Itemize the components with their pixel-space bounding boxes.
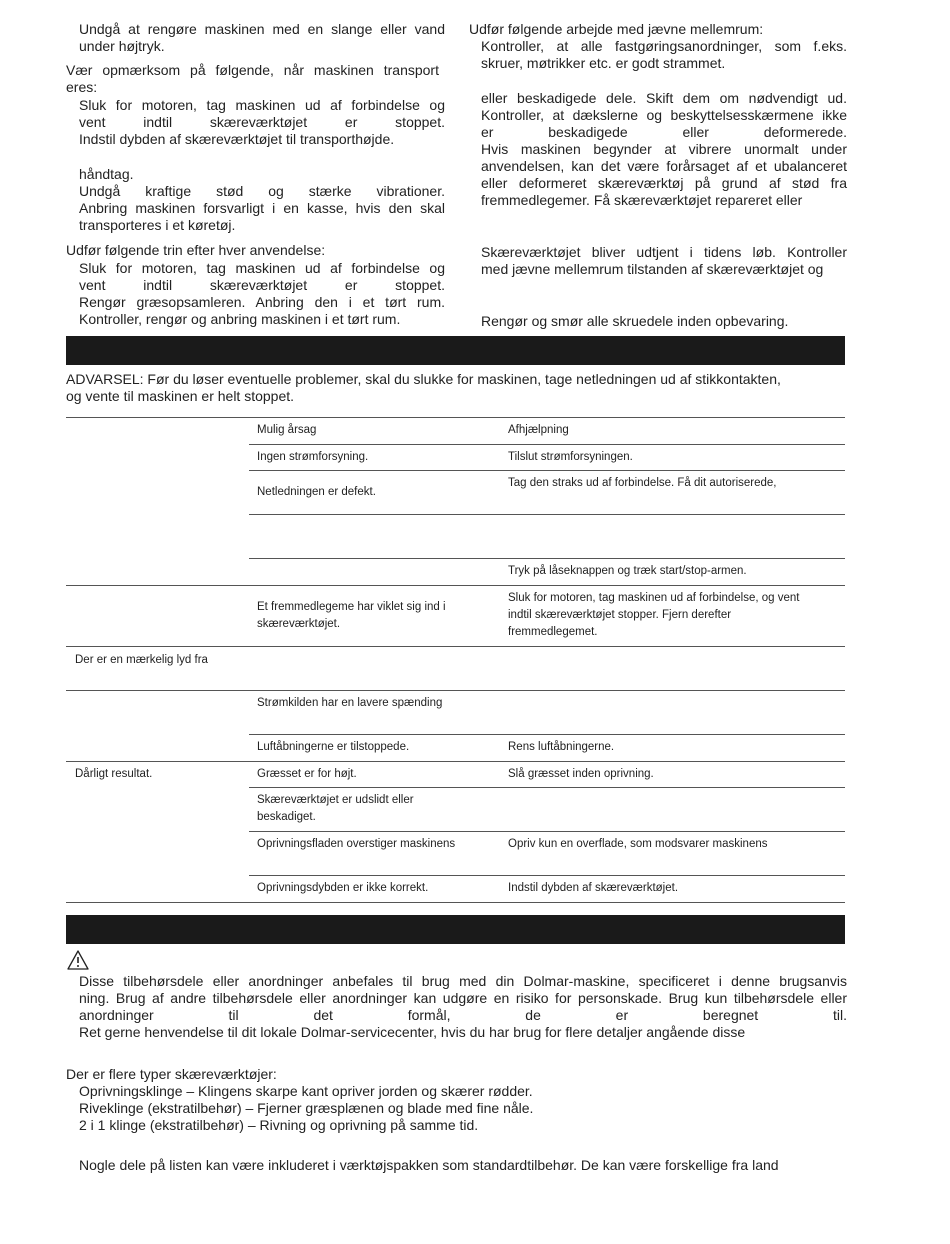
section-header-bar: [66, 336, 845, 365]
row-divider: [249, 444, 845, 445]
table-border: [66, 417, 845, 418]
table-cell: Sluk for motoren, tag maskinen ud af forbindelse, og vent indtil skæreværktøjet stopper. Fjern derefter fremmedlegemet.: [508, 592, 800, 638]
table-cell: Oprivningsdybden er ikke korrekt.: [257, 882, 429, 894]
table-cell: Tag den straks ud af forbindelse. Få dit autoriserede,: [508, 477, 777, 489]
table-cell: Opriv kun en overflade, som modsvarer maskinens: [508, 838, 768, 850]
header-remedy: Afhjælpning: [508, 424, 569, 436]
row-divider: [66, 646, 845, 647]
table-cell: Tryk på låseknappen og træk start/stop-armen.: [508, 565, 747, 577]
left-paragraph-5: Udfør følgende trin efter hver anvendelse:: [66, 242, 326, 258]
table-cell: Et fremmedlegeme har viklet sig ind i skæreværktøjet.: [257, 601, 446, 630]
left-paragraph-3: Sluk for motoren, tag maskinen ud af forbindelse og vent indtil skæreværktøjet er stoppet. Indstil dybden af skæreværktøjet til transporthøjde.: [79, 97, 445, 147]
row-divider: [66, 761, 845, 762]
section-header-bar: [66, 915, 845, 944]
row-divider: [66, 585, 845, 586]
left-paragraph-1: Undgå at rengøre maskinen med en slange eller vand under højtryk.: [79, 21, 445, 54]
table-cell: Oprivningsfladen overstiger maskinens: [257, 838, 456, 850]
table-cell: Slå græsset inden oprivning.: [508, 768, 654, 780]
left-paragraph-6: Sluk for motoren, tag maskinen ud af forbindelse og vent indtil skæreværktøjet er stoppet. Rengør græsopsamleren. Anbring den i et tørt rum. Kontroller, rengør og anbring maskinen i et tørt rum.: [79, 260, 445, 327]
table-border: [66, 902, 845, 903]
table-cell: Tilslut strømforsyningen.: [508, 451, 633, 463]
warning-text: ADVARSEL: Før du løser eventuelle problemer, skal du slukke for maskinen, tage netledningen ud af stikkontakten, og vente til maskinen er helt stoppet.: [66, 371, 781, 404]
row-divider: [249, 787, 845, 788]
accessories-paragraph-4: Nogle dele på listen kan være inkluderet i værktøjspakken som standardtilbehør. De kan være forskellige fra land: [79, 1157, 779, 1173]
row-divider: [249, 734, 845, 735]
table-cell: Skæreværktøjet er udslidt eller beskadiget.: [257, 794, 414, 823]
right-paragraph-3: eller beskadigede dele. Skift dem om nødvendigt ud. Kontroller, at dækslerne og beskyttelsesskærmene ikke er beskadigede eller deformerede. Hvis maskinen begynder at vibrere unormalt under anvendelsen, kan det være forårsaget af et ubalanceret eller deformeret skæreværktøj på grund af stød fra fremmedlegemer. Få skæreværktøjet repareret eller: [481, 90, 847, 208]
accessories-paragraph-2: Der er flere typer skæreværktøjer:: [66, 1066, 277, 1082]
table-cell: Netledningen er defekt.: [257, 486, 376, 498]
accessories-paragraph-3: Oprivningsklinge – Klingens skarpe kant opriver jorden og skærer rødder. Riveklinge (ekstratilbehør) – Fjerner græsplænen og blade med fine nåle. 2 i 1 klinge (ekstratilbehør) – Rivning og oprivning på samme tid.: [79, 1083, 534, 1133]
right-paragraph-4: Skæreværktøjet bliver udtjent i tidens løb. Kontroller med jævne mellemrum tilstanden af skæreværktøjet og: [481, 244, 847, 277]
row-divider: [249, 558, 845, 559]
accessories-paragraph-1: Disse tilbehørsdele eller anordninger anbefales til brug med din Dolmar-maskine, specificeret i denne brugsanvis ning. Brug af andre tilbehørsdele eller anordninger kan udgøre en risiko for personskade. Brug kun tilbehørsdele eller anordninger til det formål, de er beregnet til. Ret gerne henvendelse til dit lokale Dolmar-servicecenter, hvis du har brug for flere detaljer angående disse: [79, 973, 847, 1040]
row-divider: [249, 470, 845, 471]
table-cell: Der er en mærkelig lyd fra: [75, 654, 208, 666]
table-cell: Ingen strømforsyning.: [257, 451, 369, 463]
right-paragraph-2: Kontroller, at alle fastgøringsanordninger, som f.eks. skruer, møtrikker etc. er godt strammet.: [481, 38, 847, 71]
table-cell: Dårligt resultat.: [75, 768, 153, 780]
table-cell: Græsset er for højt.: [257, 768, 357, 780]
right-paragraph-1: Udfør følgende arbejde med jævne mellemrum:: [469, 21, 764, 37]
table-cell: Indstil dybden af skæreværktøjet.: [508, 882, 679, 894]
row-divider: [249, 875, 845, 876]
row-divider: [249, 831, 845, 832]
warning-triangle-icon: [66, 949, 90, 971]
row-divider: [249, 514, 845, 515]
table-cell: Luftåbningerne er tilstoppede.: [257, 741, 410, 753]
row-divider: [66, 690, 845, 691]
table-cell: Rens luftåbningerne.: [508, 741, 615, 753]
right-paragraph-5: Rengør og smør alle skruedele inden opbevaring.: [481, 313, 789, 329]
table-cell: Strømkilden har en lavere spænding: [257, 697, 443, 709]
left-paragraph-4: håndtag. Undgå kraftige stød og stærke vibrationer. Anbring maskinen forsvarligt i en kasse, hvis den skal transporteres i et køretøj.: [79, 166, 445, 233]
left-paragraph-2: Vær opmærksom på følgende, når maskinen transport eres:: [66, 62, 439, 95]
header-cause: Mulig årsag: [257, 424, 317, 436]
